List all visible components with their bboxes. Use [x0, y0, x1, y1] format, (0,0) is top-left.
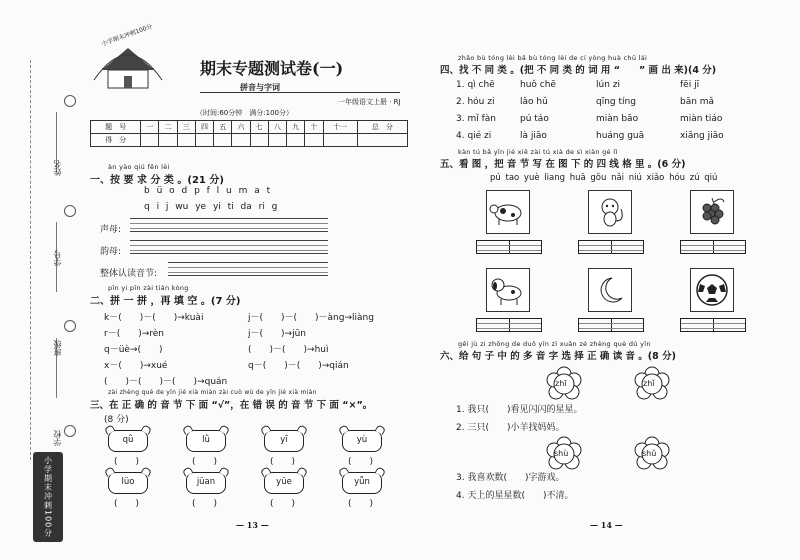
answer-paren[interactable]: ( ): [348, 457, 374, 467]
s2-title: 二、拼 一 拼 ，再 填 空 。(7 分): [90, 296, 241, 307]
answer-paren[interactable]: ( ): [114, 457, 140, 467]
score-cell: 四: [195, 121, 213, 134]
logo-door: [124, 76, 132, 88]
s4-word[interactable]: miàn bāo: [596, 114, 639, 124]
syllable-tag: qǜ: [108, 430, 148, 452]
score-input[interactable]: [287, 134, 305, 147]
syllable-tag: yī: [264, 430, 304, 452]
score-cell: 十一: [323, 121, 357, 134]
score-input[interactable]: [214, 134, 232, 147]
score-input[interactable]: [177, 134, 195, 147]
score-cell: 十: [305, 121, 323, 134]
punch-hole: [64, 205, 76, 217]
score-cell: 八: [268, 121, 286, 134]
s1-letters-1: b ü o d p f l u m a t: [144, 186, 271, 196]
s3-title: 三、在 正 确 的 音 节 下 面 “√”，在 错 误 的 音 节 下 面 “×”。: [90, 400, 373, 411]
grapes-picture: [690, 190, 734, 234]
answer-line[interactable]: [130, 240, 328, 254]
score-cell: 总 分: [357, 121, 407, 134]
title-rule: [200, 92, 400, 93]
answer-paren[interactable]: ( ): [270, 499, 296, 509]
s1-letters-2: q i j wu ye yi ti da ri g: [144, 202, 278, 212]
s4-word[interactable]: 3. mǐ fàn: [456, 114, 496, 124]
reading-option[interactable]: zhī: [555, 379, 567, 388]
score-cell: 三: [177, 121, 195, 134]
score-cell: 六: [232, 121, 250, 134]
score-cell: 得 分: [91, 134, 141, 147]
score-input[interactable]: [232, 134, 250, 147]
score-header-row: [91, 121, 408, 134]
punch-hole: [64, 320, 76, 332]
s1-label-finals: 韵母:: [100, 247, 122, 257]
s4-word[interactable]: fēi jī: [680, 80, 700, 90]
s4-title: 四、找 不 同 类 。(把 不 同 类 的 词 用 “ ” 画 出 来)(4 分): [440, 65, 717, 76]
s6-pinyin: gěi jù zi zhōng de duō yīn zì xuǎn zé zhèng què dú yīn: [458, 340, 651, 348]
four-line-grid[interactable]: [476, 240, 542, 254]
page-number-left: — 13 —: [236, 520, 269, 530]
s2-item[interactable]: q－üè→( ): [104, 345, 163, 355]
football-icon: [694, 272, 730, 308]
s3-pinyin: zài zhèng què de yīn jié xià miàn zài cuò wù de yīn jié xià miàn: [108, 389, 317, 396]
s6-sentence[interactable]: 3. 我喜欢数( )字游戏。: [456, 473, 565, 483]
four-line-grid[interactable]: [578, 318, 644, 332]
s3-score: (8 分): [104, 415, 129, 425]
id-label: 学号: [53, 250, 62, 266]
moon-icon: [592, 272, 628, 308]
score-cell: 九: [287, 121, 305, 134]
logo-text: 小学期末冲刺100分: [100, 23, 154, 48]
s4-word[interactable]: 1. qì chē: [456, 80, 495, 90]
s6-title: 六、给 句 子 中 的 多 音 字 选 择 正 确 读 音 。(8 分): [440, 351, 676, 362]
score-cell: 一: [141, 121, 159, 134]
four-line-grid[interactable]: [680, 240, 746, 254]
score-cell: 七: [250, 121, 268, 134]
syllable-tag: yüe: [264, 472, 304, 494]
syllable-tag: yǖn: [342, 472, 382, 494]
s1-label-initials: 声母:: [100, 225, 122, 235]
monkey-picture: [588, 190, 632, 234]
logo-roof: [102, 48, 154, 70]
score-cell: 二: [159, 121, 177, 134]
dog-picture: [486, 268, 530, 312]
reading-option[interactable]: zhǐ: [643, 379, 655, 388]
score-cell: 五: [214, 121, 232, 134]
score-input[interactable]: [268, 134, 286, 147]
s5-words: pú tao yuè liang huā gǒu nǎi niú xiǎo hóu zú qiú: [490, 173, 718, 183]
s2-item[interactable]: q－( )－( )→qián: [248, 361, 349, 371]
s4-word[interactable]: 4. qié zi: [456, 131, 492, 141]
four-line-grid[interactable]: [476, 318, 542, 332]
score-input[interactable]: [195, 134, 213, 147]
answer-paren[interactable]: ( ): [192, 499, 218, 509]
score-input[interactable]: [141, 134, 159, 147]
s6-sentence[interactable]: 2. 三只( )小羊找妈妈。: [456, 423, 565, 433]
s4-word[interactable]: huáng guā: [596, 131, 645, 141]
series-badge: 小学期末冲刺100分: [33, 452, 63, 542]
four-line-grid[interactable]: [680, 318, 746, 332]
monkey-icon: [591, 195, 629, 229]
reading-option[interactable]: shǔ: [642, 449, 657, 458]
s4-word[interactable]: pú táo: [520, 114, 549, 124]
cow-picture: [486, 190, 530, 234]
time-score: （时间:60分钟 满分:100分）: [196, 109, 293, 117]
syllable-tag: lüo: [108, 472, 148, 494]
s1-title: 一、按 要 求 分 类 。(21 分): [90, 175, 224, 186]
answer-paren[interactable]: ( ): [348, 499, 374, 509]
score-input[interactable]: [159, 134, 177, 147]
school-label: 学校: [53, 430, 62, 446]
s2-item[interactable]: j－( )→jūn: [248, 329, 306, 339]
s4-word[interactable]: bān mǎ: [680, 97, 715, 107]
score-input[interactable]: [250, 134, 268, 147]
s6-sentence[interactable]: 4. 天上的星星数( )不清。: [456, 491, 574, 501]
dog-icon: [489, 273, 527, 307]
punch-hole: [64, 95, 76, 107]
answer-line[interactable]: [168, 262, 328, 276]
answer-paren[interactable]: ( ): [192, 457, 218, 467]
binding-margin: [0, 0, 78, 560]
score-cell: 题 号: [91, 121, 141, 134]
s2-item[interactable]: r－( )→rèn: [104, 329, 165, 339]
score-input[interactable]: [305, 134, 323, 147]
s2-item[interactable]: ( )－( )→huì: [248, 345, 329, 355]
s4-word[interactable]: là jiāo: [520, 131, 547, 141]
score-value-row: [91, 134, 408, 147]
fold-line: [30, 60, 31, 460]
cow-icon: [489, 197, 527, 227]
s5-pinyin: kàn tú bǎ yīn jié xiě zài tú xià de sì xiàn gé lǐ: [458, 148, 618, 156]
answer-line[interactable]: [130, 218, 328, 232]
s4-word[interactable]: huǒ chē: [520, 80, 556, 90]
school-logo: [88, 40, 168, 100]
s4-word[interactable]: xiāng jiāo: [680, 131, 724, 141]
four-line-grid[interactable]: [578, 240, 644, 254]
grapes-icon: [694, 194, 730, 230]
page-number-right: — 14 —: [590, 520, 623, 530]
s2-pinyin: pīn yi pīn zài tián kòng: [108, 284, 189, 292]
name-label: 姓名: [53, 160, 62, 176]
s4-word[interactable]: lún zi: [596, 80, 620, 90]
answer-paren[interactable]: ( ): [270, 457, 296, 467]
s1-label-whole: 整体认读音节:: [100, 269, 158, 279]
grade-label: 一年级语文上册 · RJ: [338, 98, 401, 106]
exam-title: 期末专题测试卷(一): [200, 59, 344, 78]
s2-item[interactable]: x－( )→xué: [104, 361, 168, 371]
syllable-tag: jüan: [186, 472, 226, 494]
s4-word[interactable]: qīng tíng: [596, 97, 636, 107]
s5-title: 五、看 图 ，把 音 节 写 在 图 下 的 四 线 格 里 。(6 分): [440, 159, 686, 170]
score-input[interactable]: [323, 134, 357, 147]
score-table: [90, 120, 408, 147]
s4-word[interactable]: 2. hóu zi: [456, 97, 495, 107]
answer-paren[interactable]: ( ): [114, 499, 140, 509]
football-picture: [690, 268, 734, 312]
s2-item[interactable]: k－( )－( )→kuài: [104, 313, 204, 323]
s6-sentence[interactable]: 1. 我只( )看见闪闪的星星。: [456, 405, 583, 415]
s1-pinyin: àn yào qiú fēn lèi: [108, 163, 170, 171]
moon-picture: [588, 268, 632, 312]
syllable-tag: lǜ: [186, 430, 226, 452]
syllable-tag: yù: [342, 430, 382, 452]
exam-subtitle: 拼音与字词: [240, 82, 280, 92]
s2-item[interactable]: ( )－( )－( )→quán: [104, 377, 228, 387]
s2-item[interactable]: j－( )－( )－àng→liàng: [248, 313, 374, 323]
score-input[interactable]: [357, 134, 407, 147]
s4-pinyin: zhǎo bù tóng lèi bǎ bù tóng lèi de cí yòng huà chū lái: [458, 54, 648, 62]
s4-word[interactable]: miàn tiáo: [680, 114, 723, 124]
reading-option[interactable]: shù: [554, 449, 569, 458]
punch-hole: [64, 425, 76, 437]
class-label: 班级: [53, 340, 62, 356]
s4-word[interactable]: lǎo hǔ: [520, 97, 548, 107]
